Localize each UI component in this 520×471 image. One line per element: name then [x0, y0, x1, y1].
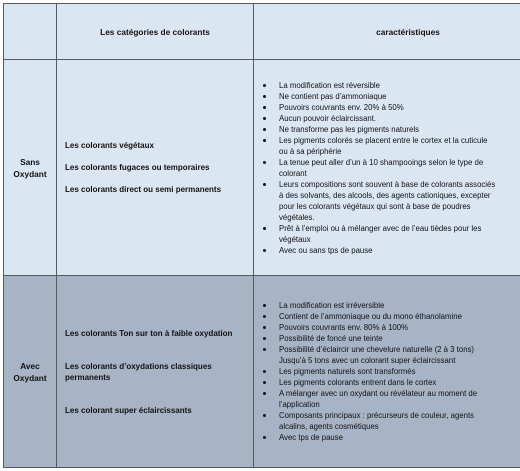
category-item: Les colorants direct ou semi permanents: [65, 185, 222, 194]
row-label-avec-oxydant: [4, 276, 57, 468]
category-item: Les colorants d’oxydations classiques permanents: [65, 361, 212, 382]
row-label-sans-oxydant: [4, 60, 57, 276]
row-label-line: Oxydant: [13, 168, 47, 179]
features-sans-oxydant: [254, 60, 520, 276]
category-item: Les colorants Ton sur ton à faible oxydation: [65, 328, 233, 338]
category-item: Les colorants fugaces ou temporaires: [65, 163, 210, 172]
feature-item: Ne transforme pas les pigments naturels: [262, 124, 520, 135]
row-label-line: Oxydant: [13, 372, 47, 383]
feature-item: Pouvoirs couvrants env. 20% à 50%: [262, 102, 520, 113]
header-categories: Les catégories de colorants: [57, 4, 254, 60]
feature-item: Les pigments colorants entrent dans le cortex: [262, 377, 520, 388]
feature-item: La modification est irréversible: [262, 300, 520, 311]
header-characteristics: caractéristiques: [254, 4, 520, 60]
feature-item: Avec tps de pause: [262, 432, 520, 443]
colorants-table: [3, 3, 520, 468]
category-item: Les colorants végétaux: [65, 141, 154, 150]
category-item: Les colorant super éclaircissants: [65, 405, 192, 415]
feature-item: Possibilité de foncé une teinte: [262, 333, 520, 344]
feature-item: Contient de l’ammoniaque ou du mono éthanolamine: [262, 311, 520, 322]
feature-item: La tenue peut aller d’un à 10 shampooings selon le type de colorant: [262, 157, 520, 179]
feature-item: Leurs compositions sont souvent à base de colorants associés à des solvants, des alcools, des agents cationiques, excepter pour les colorants végétaux qui sont à base de poudres végétales.: [262, 179, 520, 223]
feature-item: A mélanger avec un oxydant ou révélateur au moment de l’application: [262, 388, 520, 410]
row-sans-oxydant: [4, 60, 520, 276]
feature-item: Prêt à l’emploi ou à mélanger avec de l’eau tièdes pour les végétaux: [262, 223, 520, 245]
feature-item: Possibilité d’éclaircir une chevelure naturelle (2 à 3 tons) Jusqu’à 5 tons avec un colorant super éclaircissant: [262, 344, 520, 366]
categories-avec-oxydant: [57, 276, 254, 468]
feature-item: Les pigments naturels sont transformés: [262, 366, 520, 377]
row-label-line: Sans: [20, 156, 40, 167]
categories-sans-oxydant: [57, 60, 254, 276]
features-list: [262, 80, 520, 256]
feature-item: Aucun pouvoir éclaircissant.: [262, 113, 520, 124]
features-list: [262, 300, 520, 443]
header-row: [4, 4, 520, 60]
feature-item: Composants principaux : précurseurs de couleur, agents alcalins, agents cosmétiques: [262, 410, 520, 432]
row-label-line: Avec: [20, 360, 40, 371]
feature-item: Avec ou sans tps de pause: [262, 245, 520, 256]
features-avec-oxydant: [254, 276, 520, 468]
feature-item: La modification est réversible: [262, 80, 520, 91]
feature-item: Les pigments colorés se placent entre le cortex et la cuticule ou à sa périphérie: [262, 135, 520, 157]
header-empty-cell: [4, 4, 57, 60]
feature-item: Pouvoirs couvrants env. 80% à 100%: [262, 322, 520, 333]
feature-item: Ne contient pas d’ammoniaque: [262, 91, 520, 102]
colorants-table-container: [3, 3, 515, 467]
row-avec-oxydant: [4, 276, 520, 468]
